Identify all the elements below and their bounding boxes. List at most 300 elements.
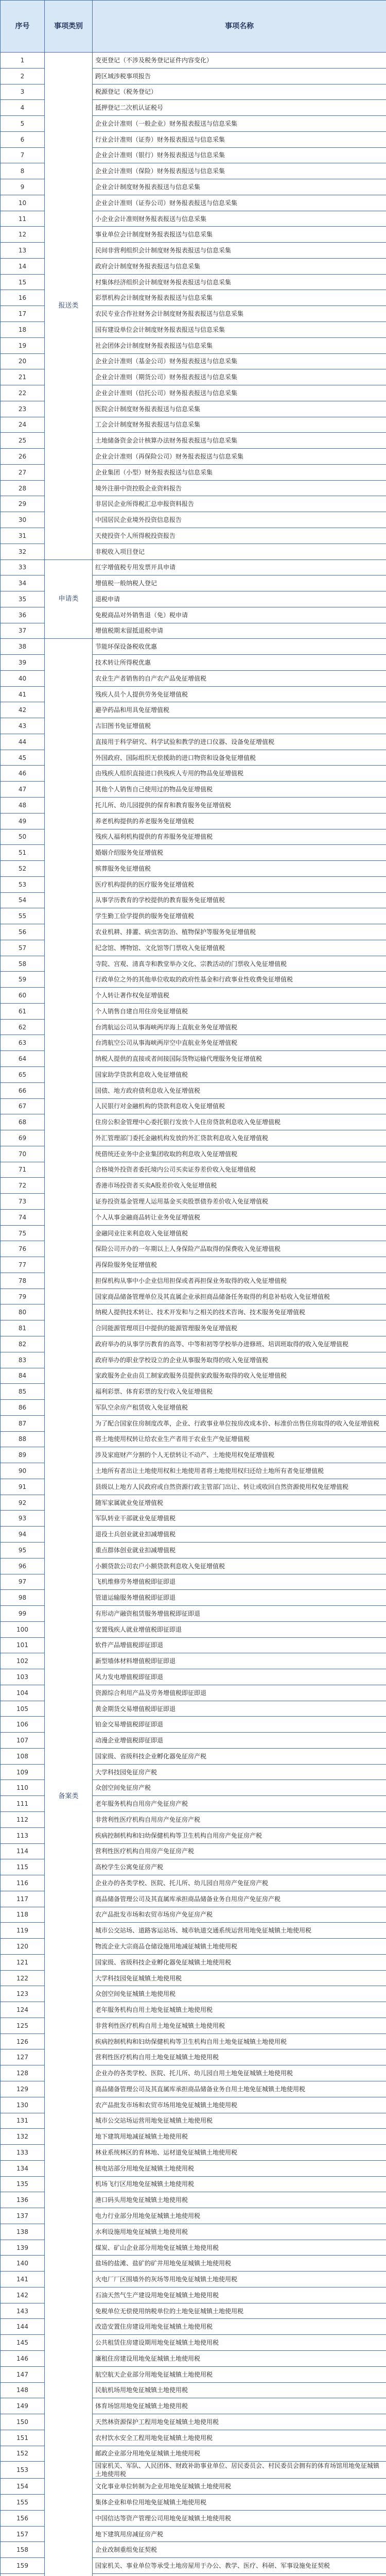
row-item-name: 飞机维修劳务增值税即征即退 bbox=[93, 1574, 386, 1590]
row-number: 150 bbox=[1, 2414, 45, 2430]
row-number: 139 bbox=[1, 2240, 45, 2256]
row-item-name: 增值税一般纳税人登记 bbox=[93, 575, 386, 591]
row-item-name: 城市公交站场运营用地免征城镇土地使用税 bbox=[93, 2113, 386, 2129]
row-number: 87 bbox=[1, 1415, 45, 1431]
row-number: 28 bbox=[1, 480, 45, 496]
row-item-name: 跨区域涉税事项报告 bbox=[93, 68, 386, 84]
row-number: 137 bbox=[1, 2208, 45, 2224]
row-item-name: 农产品批发市场和农贸市场房产免征房产税 bbox=[93, 1907, 386, 1923]
row-item-name: 商品储备管理公司及其直属库承担商品储备业务自用土地免征城镇土地使用税 bbox=[93, 2081, 386, 2097]
row-item-name: 军队空余房产租赁收入免征增值税 bbox=[93, 1400, 386, 1416]
row-item-name: 企业改制重组免征契税 bbox=[93, 2542, 386, 2558]
row-number: 143 bbox=[1, 2303, 45, 2319]
row-item-name: 安置残疾人就业增值税即征即退 bbox=[93, 1621, 386, 1637]
row-item-name: 古旧图书免征增值税 bbox=[93, 718, 386, 734]
row-item-name: 国家商品储备管理单位及其直属企业承担商品储备任务取得的利息补贴收入免征增值税 bbox=[93, 1289, 386, 1304]
row-number: 119 bbox=[1, 1923, 45, 1939]
row-number: 130 bbox=[1, 2097, 45, 2113]
row-number: 152 bbox=[1, 2446, 45, 2462]
row-number: 24 bbox=[1, 417, 45, 433]
row-number: 63 bbox=[1, 1035, 45, 1051]
row-number: 131 bbox=[1, 2113, 45, 2129]
row-number: 36 bbox=[1, 607, 45, 623]
row-item-name: 盐场的盐滩、盐矿的矿井用地免征城镇土地使用税 bbox=[93, 2256, 386, 2272]
row-item-name: 土地所有者出让土地使用权和土地使用者将土地使用权归还给土地所有者免征增值税 bbox=[93, 1463, 386, 1479]
row-number: 68 bbox=[1, 1114, 45, 1130]
row-number: 108 bbox=[1, 1748, 45, 1764]
row-item-name: 红字增值税专用发票开具申请 bbox=[93, 560, 386, 575]
row-category: 申请类 bbox=[45, 560, 93, 639]
row-number: 146 bbox=[1, 2351, 45, 2367]
row-item-name: 港口码头用地免征城镇土地使用税 bbox=[93, 2192, 386, 2208]
row-item-name: 企业会计制度财务报表报送与信息采集 bbox=[93, 179, 386, 195]
row-number: 85 bbox=[1, 1384, 45, 1400]
row-number: 123 bbox=[1, 1986, 45, 2002]
row-number: 15 bbox=[1, 274, 45, 290]
row-item-name: 文化事业单位转制为企业用地免征城镇土地使用税 bbox=[93, 2479, 386, 2495]
row-number: 58 bbox=[1, 956, 45, 972]
row-number: 43 bbox=[1, 718, 45, 734]
row-item-name: 国债、地方政府债利息收入免征增值税 bbox=[93, 1082, 386, 1098]
row-item-name: 学生勤工俭学提供的服务免征增值税 bbox=[93, 908, 386, 924]
row-number: 121 bbox=[1, 1954, 45, 1970]
row-item-name: 铂金交易增值税即征即退 bbox=[93, 1717, 386, 1733]
row-number: 17 bbox=[1, 306, 45, 322]
row-number: 62 bbox=[1, 1019, 45, 1035]
row-item-name: 个人从事金融商品转让业务免征增值税 bbox=[93, 1209, 386, 1225]
row-number: 53 bbox=[1, 876, 45, 892]
row-number: 138 bbox=[1, 2224, 45, 2240]
row-item-name: 农民专业合作社财务会计制度财务报表报送与信息采集 bbox=[93, 306, 386, 322]
row-item-name: 将土地使用权转让给农业生产者用于农业生产免征增值税 bbox=[93, 1431, 386, 1447]
row-number: 129 bbox=[1, 2081, 45, 2097]
row-number: 157 bbox=[1, 2526, 45, 2542]
row-item-name: 民航机场用地免征城镇土地使用税 bbox=[93, 2382, 386, 2398]
row-item-name: 公共租赁住房建设期用地免征城镇土地使用税 bbox=[93, 2335, 386, 2351]
row-item-name: 国家级、省级科技企业孵化器免征房产税 bbox=[93, 1748, 386, 1764]
row-number: 57 bbox=[1, 940, 45, 956]
row-item-name: 企业会计准则（期货公司）财务报表报送与信息采集 bbox=[93, 369, 386, 385]
row-category: 报送类 bbox=[45, 53, 93, 560]
row-number: 82 bbox=[1, 1336, 45, 1352]
row-item-name: 残疾人员个人提供劳务免征增值税 bbox=[93, 686, 386, 702]
row-item-name: 政府举办的职业学校设立的企业从事服务取得的收入免征增值税 bbox=[93, 1352, 386, 1368]
row-number: 55 bbox=[1, 908, 45, 924]
row-item-name: 营利性医疗机构自用房产免征房产税 bbox=[93, 1843, 386, 1859]
row-number: 78 bbox=[1, 1273, 45, 1289]
row-number: 13 bbox=[1, 243, 45, 259]
row-item-name: 民间非营利组织会计制度财务报表报送与信息采集 bbox=[93, 243, 386, 259]
row-number: 1 bbox=[1, 53, 45, 69]
row-number: 38 bbox=[1, 639, 45, 655]
row-number: 10 bbox=[1, 195, 45, 211]
row-item-name: 林业系统林区的育林地、运材道免征城镇土地使用税 bbox=[93, 2145, 386, 2161]
row-item-name: 大学科技园免征城镇土地使用税 bbox=[93, 1970, 386, 1986]
row-item-name: 有形动产融资租赁服务增值税即征即退 bbox=[93, 1606, 386, 1622]
row-item-name: 台湾航运公司从事海峡两岸海上直航业务免征增值税 bbox=[93, 1019, 386, 1035]
row-item-name: 避孕药品和用具免征增值税 bbox=[93, 702, 386, 718]
row-item-name: 农业生产者销售的自产农产品免征增值税 bbox=[93, 670, 386, 686]
row-number: 114 bbox=[1, 1843, 45, 1859]
row-item-name: 变更登记（不涉及税务登记证件内容变化） bbox=[93, 53, 386, 69]
row-item-name: 火电厂厂区围墙外的灰场等用地免征城镇土地使用税 bbox=[93, 2272, 386, 2287]
row-number: 111 bbox=[1, 1796, 45, 1812]
row-item-name: 医疗机构提供的医疗服务免征增值税 bbox=[93, 876, 386, 892]
row-item-name: 残疾人福利机构提供的育养服务免征增值税 bbox=[93, 829, 386, 845]
row-item-name: 国家机关、军队、人民团体、财政补助事业单位、居民委员会、村民委员会拥有的体育场馆用地免征城镇土地使用税 bbox=[93, 2462, 386, 2479]
row-item-name: 纳税人提供技术转让、技术开发和与之相关的技术咨询、技术服务免征增值税 bbox=[93, 1304, 386, 1320]
row-item-name: 个人销售自建自用住房免征增值税 bbox=[93, 1003, 386, 1019]
row-number: 148 bbox=[1, 2382, 45, 2398]
row-item-name: 航空航天企业部分用地免征城镇土地使用税 bbox=[93, 2366, 386, 2382]
header-num: 序号 bbox=[1, 1, 45, 53]
row-item-name: 风力发电增值税即征即退 bbox=[93, 1669, 386, 1685]
row-number: 70 bbox=[1, 1146, 45, 1162]
row-number: 65 bbox=[1, 1067, 45, 1083]
row-number: 23 bbox=[1, 401, 45, 417]
row-number: 27 bbox=[1, 464, 45, 480]
row-number: 51 bbox=[1, 845, 45, 861]
row-item-name: 外国政府、国际组织无偿援助的进口物资和设备免征增值税 bbox=[93, 750, 386, 766]
row-number: 69 bbox=[1, 1130, 45, 1146]
row-number: 19 bbox=[1, 337, 45, 353]
row-number: 92 bbox=[1, 1495, 45, 1511]
row-item-name: 境外注册中资控股企业资料报告 bbox=[93, 480, 386, 496]
row-number: 95 bbox=[1, 1542, 45, 1558]
row-number: 16 bbox=[1, 290, 45, 306]
row-item-name: 动漫企业增值税即征即退 bbox=[93, 1733, 386, 1749]
row-number: 40 bbox=[1, 670, 45, 686]
row-item-name: 抵押登记二次机认证税号 bbox=[93, 100, 386, 116]
header-category: 事项类别 bbox=[45, 1, 93, 53]
row-item-name: 国家级、省级科技企业孵化器免征城镇土地使用税 bbox=[93, 1954, 386, 1970]
row-number: 32 bbox=[1, 544, 45, 560]
row-item-name: 黄金期货交易增值税即征即退 bbox=[93, 1701, 386, 1717]
row-number: 98 bbox=[1, 1590, 45, 1606]
row-item-name: 国有建设单位会计制度财务报表报送与信息采集 bbox=[93, 322, 386, 338]
row-number: 141 bbox=[1, 2272, 45, 2287]
row-number: 59 bbox=[1, 972, 45, 988]
row-number: 158 bbox=[1, 2542, 45, 2558]
row-item-name: 村集体经济组织会计制度财务报表报送与信息采集 bbox=[93, 274, 386, 290]
row-number: 79 bbox=[1, 1289, 45, 1304]
row-item-name: 大学科技园免征房产税 bbox=[93, 1764, 386, 1780]
row-number: 22 bbox=[1, 385, 45, 401]
row-item-name: 小企业会计准则财务报表报送与信息采集 bbox=[93, 211, 386, 227]
row-number: 42 bbox=[1, 702, 45, 718]
row-item-name: 技术转让所得税优惠 bbox=[93, 655, 386, 671]
row-item-name: 纪念馆、博物馆、文化馆等门票收入免征增值税 bbox=[93, 940, 386, 956]
row-number: 83 bbox=[1, 1352, 45, 1368]
row-number: 112 bbox=[1, 1811, 45, 1827]
row-item-name: 福利彩票、体育彩票的发行收入免征增值税 bbox=[93, 1384, 386, 1400]
row-item-name: 企业会计准则（再保险公司）财务报表报送与信息采集 bbox=[93, 449, 386, 465]
row-item-name: 老年服务机构自用房产免征房产税 bbox=[93, 1796, 386, 1812]
row-item-name: 集体企业和单位用地免征城镇土地使用税 bbox=[93, 2495, 386, 2511]
row-number: 21 bbox=[1, 369, 45, 385]
row-item-name: 从事学历教育的学校提供的教育服务免征增值税 bbox=[93, 892, 386, 908]
row-number: 102 bbox=[1, 1653, 45, 1669]
row-item-name: 合同能源管理项目中提供的能源管理服务免征增值税 bbox=[93, 1320, 386, 1336]
row-item-name: 企业会计准则（保险）财务报表报送与信息采集 bbox=[93, 163, 386, 179]
row-number: 156 bbox=[1, 2510, 45, 2526]
row-item-name: 城市公交站场、道路客运站场、城市轨道交通系统运营用地免征城镇土地使用税 bbox=[93, 1923, 386, 1939]
row-number: 104 bbox=[1, 1685, 45, 1701]
row-item-name: 托儿所、幼儿园提供的保育和教育服务免征增值税 bbox=[93, 797, 386, 813]
row-number: 3 bbox=[1, 84, 45, 100]
row-number: 80 bbox=[1, 1304, 45, 1320]
row-item-name: 企业会计准则（银行）财务报表报送与信息采集 bbox=[93, 147, 386, 163]
row-number: 66 bbox=[1, 1082, 45, 1098]
row-number: 132 bbox=[1, 2129, 45, 2145]
row-item-name: 政府举办的从事学历教育的高等、中等和初等学校举办进修班、培训班取得的收入免征增值税 bbox=[93, 1336, 386, 1352]
row-number: 11 bbox=[1, 211, 45, 227]
row-item-name: 行业会计准则（证券）财务报表报送与信息采集 bbox=[93, 131, 386, 147]
row-item-name: 香港市场投资者买卖A股差价收入免征增值税 bbox=[93, 1178, 386, 1194]
row-number: 14 bbox=[1, 258, 45, 274]
row-number: 29 bbox=[1, 496, 45, 512]
row-number: 84 bbox=[1, 1368, 45, 1384]
row-number: 124 bbox=[1, 2002, 45, 2018]
row-item-name: 中国信达等资产管理公司用地免征城镇土地使用税 bbox=[93, 2510, 386, 2526]
row-item-name: 行政单位之外的其他单位收取的政府性基金和行政事业性收费免征增值税 bbox=[93, 972, 386, 988]
row-item-name: 保险公司开办的一年期以上人身保险产品取得的保费收入免征增值税 bbox=[93, 1241, 386, 1257]
row-item-name: 住房公积金管理中心委托银行发放个人住房贷款利息收入免征增值税 bbox=[93, 1114, 386, 1130]
row-number: 145 bbox=[1, 2335, 45, 2351]
row-number: 103 bbox=[1, 1669, 45, 1685]
row-item-name: 为了配合国家住房制度改革，企业、行政事业单位按房改成本价、标准价出售住房取得的收入免征增值税 bbox=[93, 1415, 386, 1431]
row-number: 4 bbox=[1, 100, 45, 116]
row-number: 34 bbox=[1, 575, 45, 591]
row-item-name: 养老机构提供的养老服务免征增值税 bbox=[93, 813, 386, 829]
row-item-name: 管道运输服务增值税即征即退 bbox=[93, 1590, 386, 1606]
row-item-name: 煤炭、矿山企业部分用地免征城镇土地使用税 bbox=[93, 2240, 386, 2256]
row-number: 126 bbox=[1, 2033, 45, 2049]
row-number: 7 bbox=[1, 147, 45, 163]
row-number: 86 bbox=[1, 1400, 45, 1416]
row-item-name: 企业会计准则（信托公司）财务报表报送与信息采集 bbox=[93, 385, 386, 401]
row-item-name: 疾病控制机构和妇幼保健机构等卫生机构自用房产免征房产税 bbox=[93, 1827, 386, 1843]
row-number: 115 bbox=[1, 1859, 45, 1875]
row-number: 122 bbox=[1, 1970, 45, 1986]
row-number: 113 bbox=[1, 1827, 45, 1843]
row-number: 96 bbox=[1, 1558, 45, 1574]
row-number: 35 bbox=[1, 591, 45, 607]
row-number: 116 bbox=[1, 1875, 45, 1891]
row-number: 39 bbox=[1, 655, 45, 671]
row-item-name: 廉租住房建设用地免征城镇土地使用税 bbox=[93, 2351, 386, 2367]
row-item-name: 军队转业干部就业免征增值税 bbox=[93, 1511, 386, 1527]
row-number: 67 bbox=[1, 1098, 45, 1114]
row-item-name: 商品储备管理公司及其直属库承担商品储备业务自用房产免征房产税 bbox=[93, 1891, 386, 1907]
row-item-name: 台湾航空公司从事海峡两岸空中直航业务免征增值税 bbox=[93, 1035, 386, 1051]
row-item-name: 企业办的各类学校、医院、托儿所、幼儿园自用房产免征房产税 bbox=[93, 1875, 386, 1891]
row-number: 44 bbox=[1, 734, 45, 750]
row-item-name: 县级以上地方人民政府或自然资源行政主管部门出让、转让或收回自然资源使用权免征增值税 bbox=[93, 1479, 386, 1495]
row-item-name: 由残疾人组织直接进口供残疾人专用的物品免征增值税 bbox=[93, 766, 386, 782]
row-item-name: 其他个人销售自己使用过的物品免征增值税 bbox=[93, 782, 386, 798]
header-name: 事项名称 bbox=[93, 1, 386, 53]
row-item-name: 退役士兵创业就业扣减增值税 bbox=[93, 1527, 386, 1543]
row-number: 91 bbox=[1, 1479, 45, 1495]
row-number bbox=[1, 2573, 45, 2576]
row-item-name: 国家助学贷款利息收入免征增值税 bbox=[93, 1067, 386, 1083]
row-item-name: 直接用于科学研究、科学试验和教学的进口仪器、设备免征增值税 bbox=[93, 734, 386, 750]
table-row bbox=[1, 560, 386, 575]
row-number: 64 bbox=[1, 1051, 45, 1067]
row-item-name: 老年服务机构自用土地免征城镇土地使用税 bbox=[93, 2002, 386, 2018]
row-number: 147 bbox=[1, 2366, 45, 2382]
row-item-name: 众创空间免征房产税 bbox=[93, 1780, 386, 1796]
row-item-name: 重点群体创业就业扣减增值税 bbox=[93, 1542, 386, 1558]
row-item-name: 非营利性医疗机构自用房产免征房产税 bbox=[93, 1811, 386, 1827]
row-item-name: 寺院、宫观、清真寺和教堂举办文化、宗教活动的门票收入免征增值税 bbox=[93, 956, 386, 972]
row-item-name: 统借统还业务中企业集团收取的利息收入免征增值税 bbox=[93, 1146, 386, 1162]
row-item-name: 中国居民企业境外投资信息报告 bbox=[93, 512, 386, 528]
row-number: 41 bbox=[1, 686, 45, 702]
row-number: 125 bbox=[1, 2018, 45, 2033]
row-number: 106 bbox=[1, 1717, 45, 1733]
row-number: 6 bbox=[1, 131, 45, 147]
row-item-name: 众创空间免征城镇土地使用税 bbox=[93, 1986, 386, 2002]
row-item-name: 营利性医疗机构自用土地免征城镇土地使用税 bbox=[93, 2049, 386, 2065]
row-item-name: 证券投资基金管理人运用基金买卖股票债券差价收入免征增值税 bbox=[93, 1194, 386, 1210]
row-item-name: 非营利性医疗机构自用土地免征城镇土地使用税 bbox=[93, 2018, 386, 2033]
row-number: 52 bbox=[1, 861, 45, 877]
row-number: 61 bbox=[1, 1003, 45, 1019]
row-item-name: 天使投资个人所得税投资报告 bbox=[93, 528, 386, 544]
row-item-name: 农业机耕、排灌、病虫害防治、植物保护等服务免征增值税 bbox=[93, 924, 386, 940]
row-number: 75 bbox=[1, 1225, 45, 1241]
row-item-name: 企业集团（小型）财务报表报送与信息采集 bbox=[93, 464, 386, 480]
row-item-name: 金融同业往来利息收入免征增值税 bbox=[93, 1225, 386, 1241]
row-item-name: 体育场馆用地免征城镇土地使用税 bbox=[93, 2398, 386, 2414]
row-number: 109 bbox=[1, 1764, 45, 1780]
row-number: 159 bbox=[1, 2558, 45, 2574]
row-number: 105 bbox=[1, 1701, 45, 1717]
row-number: 89 bbox=[1, 1447, 45, 1463]
row-item-name: 电力行业部分用地免征城镇土地使用税 bbox=[93, 2208, 386, 2224]
row-item-name: 地下建筑用房减征房产税 bbox=[93, 2526, 386, 2542]
row-item-name: 农产品批发市场和农贸市场用地免征城镇土地使用税 bbox=[93, 2097, 386, 2113]
row-number: 136 bbox=[1, 2192, 45, 2208]
row-number: 26 bbox=[1, 449, 45, 465]
row-item-name: 机场飞行区用地免征城镇土地使用税 bbox=[93, 2176, 386, 2192]
row-number: 46 bbox=[1, 766, 45, 782]
row-number: 99 bbox=[1, 1606, 45, 1622]
row-item-name: 人民银行对金融机构的贷款利息收入免征增值税 bbox=[93, 1098, 386, 1114]
row-item-name: 医院会计制度财务报表报送与信息采集 bbox=[93, 401, 386, 417]
row-number: 97 bbox=[1, 1574, 45, 1590]
row-item-name: 小额贷款公司农户小额贷款利息收入免征增值税 bbox=[93, 1558, 386, 1574]
row-number: 133 bbox=[1, 2145, 45, 2161]
row-number: 25 bbox=[1, 433, 45, 449]
table-body bbox=[1, 53, 386, 2576]
row-item-name: 邮政企业部分用地免征城镇土地使用税 bbox=[93, 2446, 386, 2462]
row-number: 50 bbox=[1, 829, 45, 845]
row-number: 45 bbox=[1, 750, 45, 766]
row-number: 31 bbox=[1, 528, 45, 544]
row-item-name: 外汇管理部门委托金融机构发放的外汇贷款利息收入免征增值税 bbox=[93, 1130, 386, 1146]
row-number: 20 bbox=[1, 353, 45, 369]
row-item-name: 节能环保设备税收优惠 bbox=[93, 639, 386, 655]
row-number: 47 bbox=[1, 782, 45, 798]
row-item-name: 土地储备资金会计核算办法财务报表报送与信息采集 bbox=[93, 433, 386, 449]
row-item-name: 免税商品对外销售退（免）税申请 bbox=[93, 607, 386, 623]
row-item-name: 随军家属就业免征增值税 bbox=[93, 1495, 386, 1511]
row-number: 127 bbox=[1, 2049, 45, 2065]
row-item-name: 退税申请 bbox=[93, 591, 386, 607]
row-item-name: 疾病控制机构和妇幼保健机构等卫生机构自用土地免征城镇土地使用税 bbox=[93, 2033, 386, 2049]
table-row bbox=[1, 639, 386, 655]
row-item-name: 殡葬服务免征增值税 bbox=[93, 861, 386, 877]
row-number: 135 bbox=[1, 2176, 45, 2192]
row-number: 134 bbox=[1, 2160, 45, 2176]
row-item-name: 非税收入项目登记 bbox=[93, 544, 386, 560]
row-number: 60 bbox=[1, 988, 45, 1004]
row-item-name: 婚姻介绍服务免征增值税 bbox=[93, 845, 386, 861]
row-number: 128 bbox=[1, 2065, 45, 2081]
row-item-name: 企业办的各类学校、医院、托儿所、幼儿园自用土地免征城镇土地使用税 bbox=[93, 2065, 386, 2081]
row-number: 30 bbox=[1, 512, 45, 528]
row-category: 备案类 bbox=[45, 639, 93, 2576]
row-item-name: 担保机构从事中小企业信用担保或者再担保业务取得的收入免征增值税 bbox=[93, 1273, 386, 1289]
row-number: 5 bbox=[1, 116, 45, 132]
row-item-name: 改造安置住房建设用地免征城镇土地使用税 bbox=[93, 2319, 386, 2335]
row-number: 155 bbox=[1, 2495, 45, 2511]
row-item-name: 事业单位会计制度财务报表报送与信息采集 bbox=[93, 227, 386, 243]
row-item-name: 天然林资源保护工程用地免征城镇土地使用税 bbox=[93, 2414, 386, 2430]
row-item-name: 工会会计制度财务报表报送与信息采集 bbox=[93, 417, 386, 433]
row-number: 142 bbox=[1, 2287, 45, 2303]
row-number: 88 bbox=[1, 1431, 45, 1447]
row-item-name: 涉及家庭财产分割的个人无偿转让不动产、土地使用权免征增值税 bbox=[93, 1447, 386, 1463]
row-number: 2 bbox=[1, 68, 45, 84]
row-item-name: 免税单位无偿使用纳税单位的土地免征城镇土地使用税 bbox=[93, 2303, 386, 2319]
row-item-name: 个人转让著作权免征增值税 bbox=[93, 988, 386, 1004]
row-item-name: 政府会计制度财务报表报送与信息采集 bbox=[93, 258, 386, 274]
row-number: 149 bbox=[1, 2398, 45, 2414]
row-item-name: 企业会计准则（证券公司）财务报表报送与信息采集 bbox=[93, 195, 386, 211]
row-number: 71 bbox=[1, 1162, 45, 1178]
row-item-name: 国家机关、事业单位等承受土地房屋用于办公、教学、医疗、科研、军事设施免征契税 bbox=[93, 2558, 386, 2574]
row-item-name: 核电站部分用地免征城镇土地使用税 bbox=[93, 2160, 386, 2176]
row-number: 73 bbox=[1, 1194, 45, 1210]
row-item-name: 社会团体会计制度财务报表报送与信息采集 bbox=[93, 337, 386, 353]
row-number: 54 bbox=[1, 892, 45, 908]
row-number: 37 bbox=[1, 623, 45, 639]
row-number: 56 bbox=[1, 924, 45, 940]
row-number: 107 bbox=[1, 1733, 45, 1749]
row-item-name: 农村饮水安全工程用地免征城镇土地使用税 bbox=[93, 2430, 386, 2446]
row-number: 90 bbox=[1, 1463, 45, 1479]
row-number: 153 bbox=[1, 2462, 45, 2479]
row-number: 110 bbox=[1, 1780, 45, 1796]
row-item-name: 石油天然气生产建设用地免征城镇土地使用税 bbox=[93, 2287, 386, 2303]
row-number: 118 bbox=[1, 1907, 45, 1923]
row-number: 154 bbox=[1, 2479, 45, 2495]
row-item-name: 增值税期末留抵退税申请 bbox=[93, 623, 386, 639]
row-item-name: 水利设施用地免征城镇土地使用税 bbox=[93, 2224, 386, 2240]
row-number: 33 bbox=[1, 560, 45, 575]
row-number: 117 bbox=[1, 1891, 45, 1907]
row-item-name: 资源综合利用产品及劳务增值税即征即退 bbox=[93, 1685, 386, 1701]
row-item-name: 高校学生公寓免征房产税 bbox=[93, 1859, 386, 1875]
row-item-name: 家政服务企业由员工制家政服务员提供家政服务取得的收入免征增值税 bbox=[93, 1368, 386, 1384]
row-number: 9 bbox=[1, 179, 45, 195]
table-header-row bbox=[1, 1, 386, 53]
row-item-name: 地下建筑用地减征城镇土地使用税 bbox=[93, 2129, 386, 2145]
